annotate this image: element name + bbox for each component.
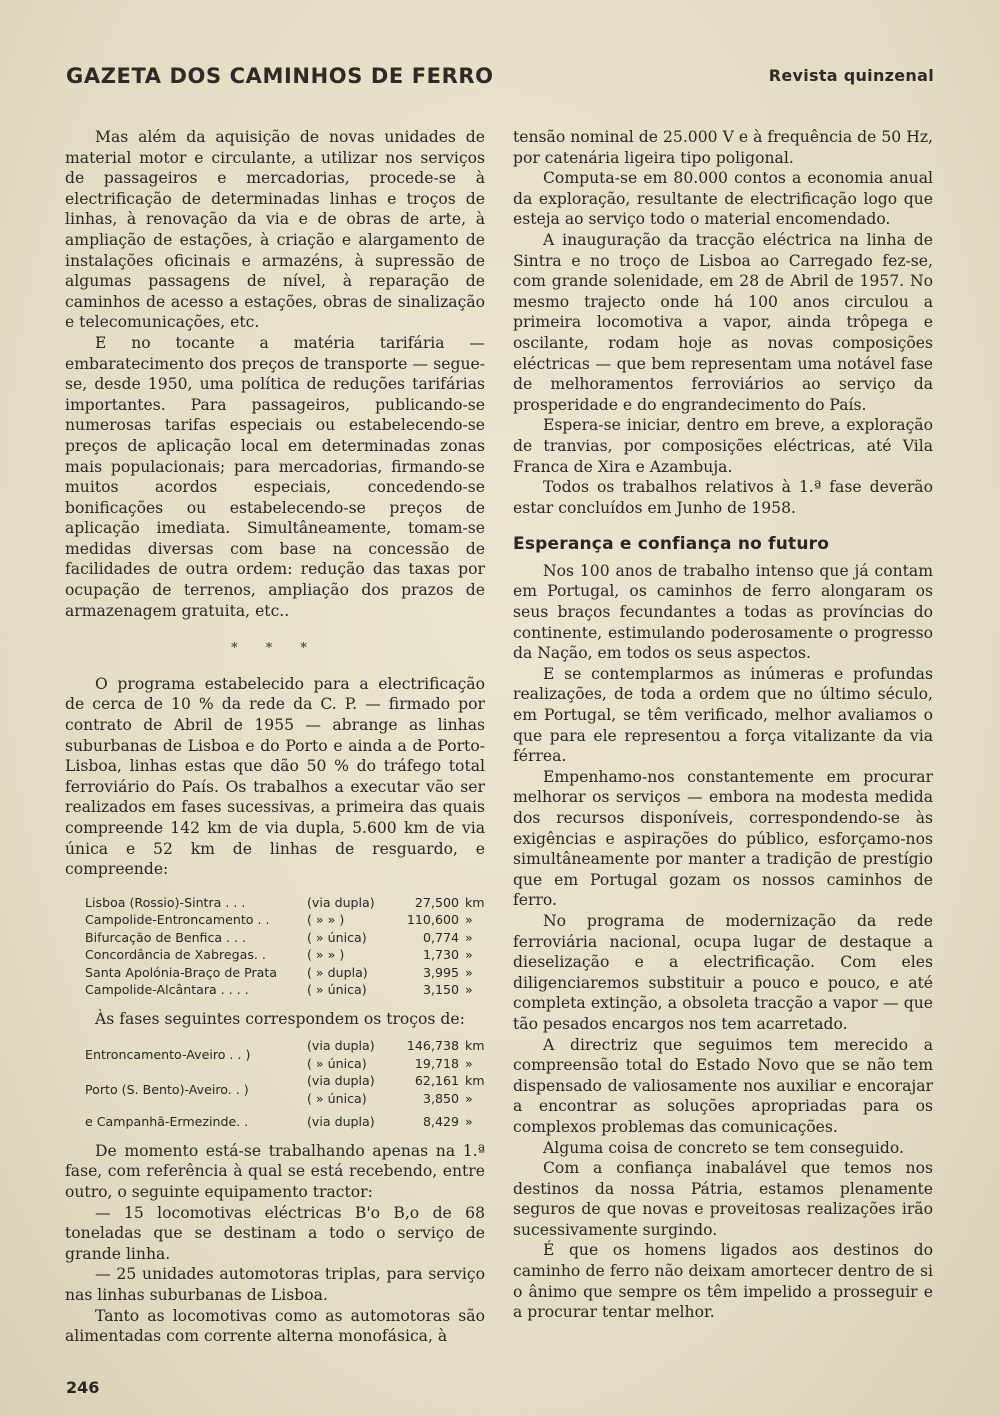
paragraph: Mas além da aquisição de novas unidades de material motor e circulante, a utilizar nos serviços de passageiros e mercadorias, procede-se à electrificação de determinadas linhas e troços de linhas, à renovação da via e de obras de arte, à ampliação de estações, à criação e alargamento de instalações oficinais e armazéns, à supressão de algumas passagens de nível, à reparação de caminhos de acesso a estações, obras de sinalização e telecomunicações, etc. [65,128,485,332]
paragraph: Alguma coisa de concreto se tem conseguido. [543,1138,904,1157]
route-km: 3,150 [422,982,459,998]
table-row [85,1072,485,1090]
route-km: 19,718 [414,1055,459,1071]
paragraph: Nos 100 anos de trabalho intenso que já contam em Portugal, os caminhos de ferro alongaram os seus braços fecundantes a todas as províncias do continente, estimulando poderosamente o progresso da Nação, em todos os seus aspectos. [513,561,933,663]
route-kind: ( » única) [307,1090,367,1106]
paragraph: Às fases seguintes correspondem os troços de: [95,1009,465,1028]
paragraph: O programa estabelecido para a electrificação de cerca de 10 % da rede da C. P. — firmado por contrato de Abril de 1955 — abrange as linhas suburbanas de Lisboa e do Porto e ainda a de Porto-Lisboa, linhas estas que dão 50 % do tráfego total ferroviário do País. Os trabalhos a executar vão ser realizados em fases sucessivas, a primeira das quais compreende 142 km de via dupla, 5.600 km de via única e 52 km de linhas de resguardo, e compreende: [65,674,485,879]
route-km: 3,850 [422,1090,459,1106]
route-unit: km [465,1038,485,1054]
paragraph: Empenhamo-nos constantemente em procurar melhorar os serviços — embora na modesta medida dos recursos disponíveis, correspondendo-se às exigências e aspirações do público, esforçamo-nos simultâneamente por manter a tradição de prestígio que em Portugal gozam os nossos caminhos de ferro. [513,767,933,910]
route-kind: ( » única) [307,929,367,945]
route-km: 110,600 [406,912,459,928]
paragraph: Computa-se em 80.000 contos a economia anual da exploração, resultante de electrificação logo que esteja ao serviço todo o material encomendado. [513,169,933,229]
paragraph: A directriz que seguimos tem merecido a compreensão total do Estado Novo que se não tem dispensado de valiosamente nos auxiliar e encorajar a encontrar as soluções apropriadas para os complexos problemas das comunicações. [513,1035,933,1136]
route-kind: ( » » ) [307,947,345,963]
page-number: 246 [66,1378,100,1397]
route-kind: ( » única) [307,1055,367,1071]
paragraph: Com a confiança inabalável que temos nos destinos da nossa Pátria, estamos plenamente seguros de que novas e proveitosas realizações irão sucessivamente surgindo. [513,1159,933,1239]
publication-title: GAZETA DOS CAMINHOS DE FERRO [66,64,494,88]
section-separator: * * * [231,641,319,657]
paragraph: Tanto as locomotivas como as automotoras são alimentadas com corrente alterna monofásica, à [65,1306,485,1346]
route-km: 146,738 [406,1038,459,1054]
paragraph: E no tocante a matéria tarifária — embaratecimento dos preços de transporte — segue-se, desde 1950, uma política de reduções tarifárias importantes. Para passageiros, publicando-se numerosas tarifas especiais ou estabelecendo-se preços de aplicação local em determinadas zonas mais populacionais; para mercadorias, firmando-se muitos acordos especiais, concedendo-se bonificações ou estabelecendo-se preços de aplicação imediata. Simultâneamente, tomam-se medidas diversas com base na concessão de facilidades de outra ordem: redução das taxas por ocupação de terrenos, ampliação dos prazos de armazenagem gratuita, etc.. [65,333,485,620]
publication-subtitle: Revista quinzenal [768,66,934,85]
route-unit: km [465,1073,485,1089]
route-km: 3,995 [422,964,459,980]
route-name: Concordância de Xabregas. . [85,947,266,963]
route-kind: ( » » ) [307,912,345,928]
paragraph: De momento está-se trabalhando apenas na 1.ª fase, com referência à qual se está recebendo, entre outro, o seguinte equipamento tractor: [65,1141,485,1202]
left-column [65,127,485,1347]
route-name: Porto (S. Bento)-Aveiro. . ) [85,1082,249,1098]
route-unit: » [465,1055,473,1071]
route-name: Entroncamento-Aveiro . . ) [85,1047,251,1063]
table-row [85,981,485,999]
section-heading: Esperança e confiança no futuro [513,534,830,555]
paragraph: Todos os trabalhos relativos à 1.ª fase deverão estar concluídos em Junho de 1958. [513,478,933,517]
table-row [85,1037,485,1055]
route-unit: » [465,912,473,928]
table-row [85,894,485,912]
paragraph: tensão nominal de 25.000 V e à frequência de 50 Hz, por catenária ligeira tipo poligonal. [513,128,933,167]
right-column [513,127,933,1323]
table-row [85,1107,485,1131]
route-km: 62,161 [414,1073,459,1089]
route-name: Bifurcação de Benfica . . . [85,929,247,945]
route-name: Lisboa (Rossio)-Sintra . . . [85,894,246,910]
paragraph: A inauguração da tracção eléctrica na linha de Sintra e no troço de Lisboa ao Carregado fez-se, com grande solenidade, em 28 de Abril de 1957. No mesmo trajecto onde há 100 anos circulou a primeira locomotiva a vapor, ainda trôpega e oscilante, rodam hoje as novas composições eléctricas — que bem representam uma notável fase de melhoramentos ferroviários ao serviço da prosperidade e do engrandecimento do País. [513,230,933,414]
route-unit: » [465,982,473,998]
route-name: Santa Apolónia-Braço de Prata [85,964,277,980]
paragraph: É que os homens ligados aos destinos do caminho de ferro não deixam amortecer dentro de si o ânimo que sempre os têm impelido a prosseguir e a procurar tentar melhor. [513,1241,933,1322]
route-unit: km [465,894,485,910]
phase1-table [85,894,485,999]
route-km: 1,730 [422,947,459,963]
route-kind: (via dupla) [307,1073,375,1089]
paragraph: — 25 unidades automotoras triplas, para serviço nas linhas suburbanas de Lisboa. [65,1265,485,1305]
phase2-table [85,1037,485,1131]
route-km: 27,500 [414,894,459,910]
route-unit: » [465,947,473,963]
route-name: Campolide-Entroncamento . . [85,912,270,928]
page-header [66,64,934,94]
route-km: 0,774 [422,929,459,945]
table-row [85,946,485,964]
paragraph: E se contemplarmos as inúmeras e profundas realizações, de toda a ordem que no último século, em Portugal, se têm verificado, melhor avaliamos o que para ele representou a força vitalizante da via férrea. [513,664,933,766]
paragraph: — 15 locomotivas eléctricas B'o B,o de 68 toneladas que se destinam a todo o serviço de grande linha. [65,1203,485,1263]
table-row [85,911,485,929]
route-name: Campolide-Alcântara . . . . [85,982,249,998]
route-kind: (via dupla) [307,1114,375,1130]
paragraph: Espera-se iniciar, dentro em breve, a exploração de tranvias, por composições eléctricas, até Vila Franca de Xira e Azambuja. [513,416,933,476]
route-unit: » [465,1114,473,1130]
route-name: e Campanhã-Ermezinde. . [85,1114,249,1130]
paragraph: No programa de modernização da rede ferroviária nacional, ocupa lugar de destaque a dieselização e a electrificação. Com eles diligenciaremos substituir a pouco e pouco, e até completa extinção, a obsoleta tracção a vapor — que tão pesados encargos nos tem acarretado. [513,911,933,1033]
route-kind: ( » única) [307,982,367,998]
table-row [85,964,485,982]
route-kind: (via dupla) [307,894,375,910]
route-kind: (via dupla) [307,1038,375,1054]
route-unit: » [465,929,473,945]
route-unit: » [465,964,473,980]
route-unit: » [465,1090,473,1106]
table-row [85,929,485,947]
route-kind: ( » dupla) [307,964,368,980]
route-km: 8,429 [422,1114,459,1130]
